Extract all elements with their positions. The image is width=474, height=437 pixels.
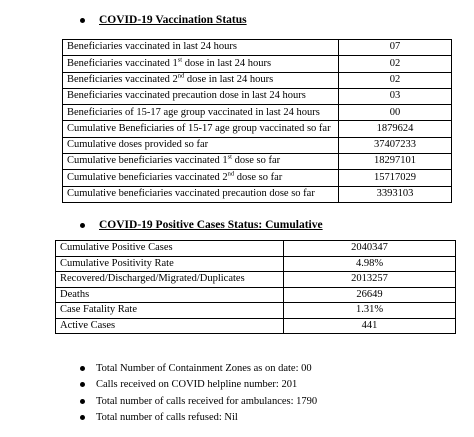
vaccination-row: [63, 56, 452, 72]
list-item: [80, 410, 317, 427]
vaccination-row-label: Cumulative beneficiaries vaccinated 1st dose so far: [63, 154, 339, 170]
vaccination-row-label: Cumulative beneficiaries vaccinated precaution dose so far: [63, 186, 339, 202]
vaccination-row-label: Cumulative doses provided so far: [63, 137, 339, 153]
positive-row: [56, 318, 456, 334]
vaccination-row-value: 02: [339, 72, 452, 88]
positive-row: [56, 303, 456, 319]
vaccination-row-label: Beneficiaries vaccinated 2nd dose in last 24 hours: [63, 72, 339, 88]
positive-row-label: Case Fatality Rate: [56, 303, 284, 319]
list-item: [80, 377, 317, 394]
vaccination-row-value: 00: [339, 105, 452, 121]
bullet-icon: [80, 382, 85, 387]
vaccination-row-label: Beneficiaries vaccinated precaution dose in last 24 hours: [63, 88, 339, 104]
vaccination-row-label: Cumulative Beneficiaries of 15-17 age group vaccinated so far: [63, 121, 339, 137]
positive-row-label: Cumulative Positive Cases: [56, 241, 284, 257]
vaccination-row: [63, 186, 452, 202]
bullet-icon: [80, 415, 85, 420]
list-item-text: Calls received on COVID helpline number: 201: [96, 379, 298, 391]
positive-row-value: 4.98%: [284, 256, 456, 272]
positive-row-label: Recovered/Discharged/Migrated/Duplicates: [56, 272, 284, 288]
vaccination-row: [63, 72, 452, 88]
positive-row-value: 441: [284, 318, 456, 334]
positive-row: [56, 256, 456, 272]
positive-row: [56, 272, 456, 288]
list-item: [80, 393, 317, 410]
vaccination-row: [63, 105, 452, 121]
bullet-icon: [80, 399, 85, 404]
vaccination-row-label: Beneficiaries vaccinated 1st dose in last 24 hours: [63, 56, 339, 72]
positive-heading-text: COVID-19 Positive Cases Status: Cumulative: [99, 219, 323, 231]
vaccination-row-value: 1879624: [339, 121, 452, 137]
vaccination-row-label: Cumulative beneficiaries vaccinated 2nd dose so far: [63, 170, 339, 186]
list-item-text: Total number of calls received for ambulances: 1790: [96, 395, 318, 407]
vaccination-row: [63, 170, 452, 186]
vaccination-row-value: 3393103: [339, 186, 452, 202]
vaccination-table: [62, 39, 452, 203]
vaccination-heading-text: COVID-19 Vaccination Status: [99, 14, 247, 26]
bullet-icon: [80, 223, 85, 228]
vaccination-row: [63, 40, 452, 56]
vaccination-row: [63, 137, 452, 153]
vaccination-row: [63, 88, 452, 104]
vaccination-row: [63, 154, 452, 170]
positive-cases-table: [55, 240, 456, 334]
vaccination-row-label: Beneficiaries of 15-17 age group vaccinated in last 24 hours: [63, 105, 339, 121]
vaccination-row-value: 03: [339, 88, 452, 104]
vaccination-row-value: 07: [339, 40, 452, 56]
vaccination-row: [63, 121, 452, 137]
positive-row-value: 2013257: [284, 272, 456, 288]
positive-row: [56, 287, 456, 303]
vaccination-row-value: 15717029: [339, 170, 452, 186]
list-item-text: Total number of calls refused: Nil: [96, 412, 238, 424]
notes-list: [80, 360, 317, 426]
vaccination-row-value: 02: [339, 56, 452, 72]
positive-row-value: 26649: [284, 287, 456, 303]
list-item: [80, 360, 317, 377]
positive-row-value: 1.31%: [284, 303, 456, 319]
list-item-text: Total Number of Containment Zones as on date: 00: [96, 362, 312, 374]
positive-row-value: 2040347: [284, 241, 456, 257]
vaccination-row-label: Beneficiaries vaccinated in last 24 hours: [63, 40, 339, 56]
bullet-icon: [80, 18, 85, 23]
vaccination-heading: [80, 14, 247, 26]
vaccination-row-value: 18297101: [339, 154, 452, 170]
bullet-icon: [80, 366, 85, 371]
vaccination-row-value: 37407233: [339, 137, 452, 153]
positive-heading: [80, 219, 323, 231]
positive-row-label: Active Cases: [56, 318, 284, 334]
positive-row-label: Cumulative Positivity Rate: [56, 256, 284, 272]
positive-row-label: Deaths: [56, 287, 284, 303]
positive-row: [56, 241, 456, 257]
